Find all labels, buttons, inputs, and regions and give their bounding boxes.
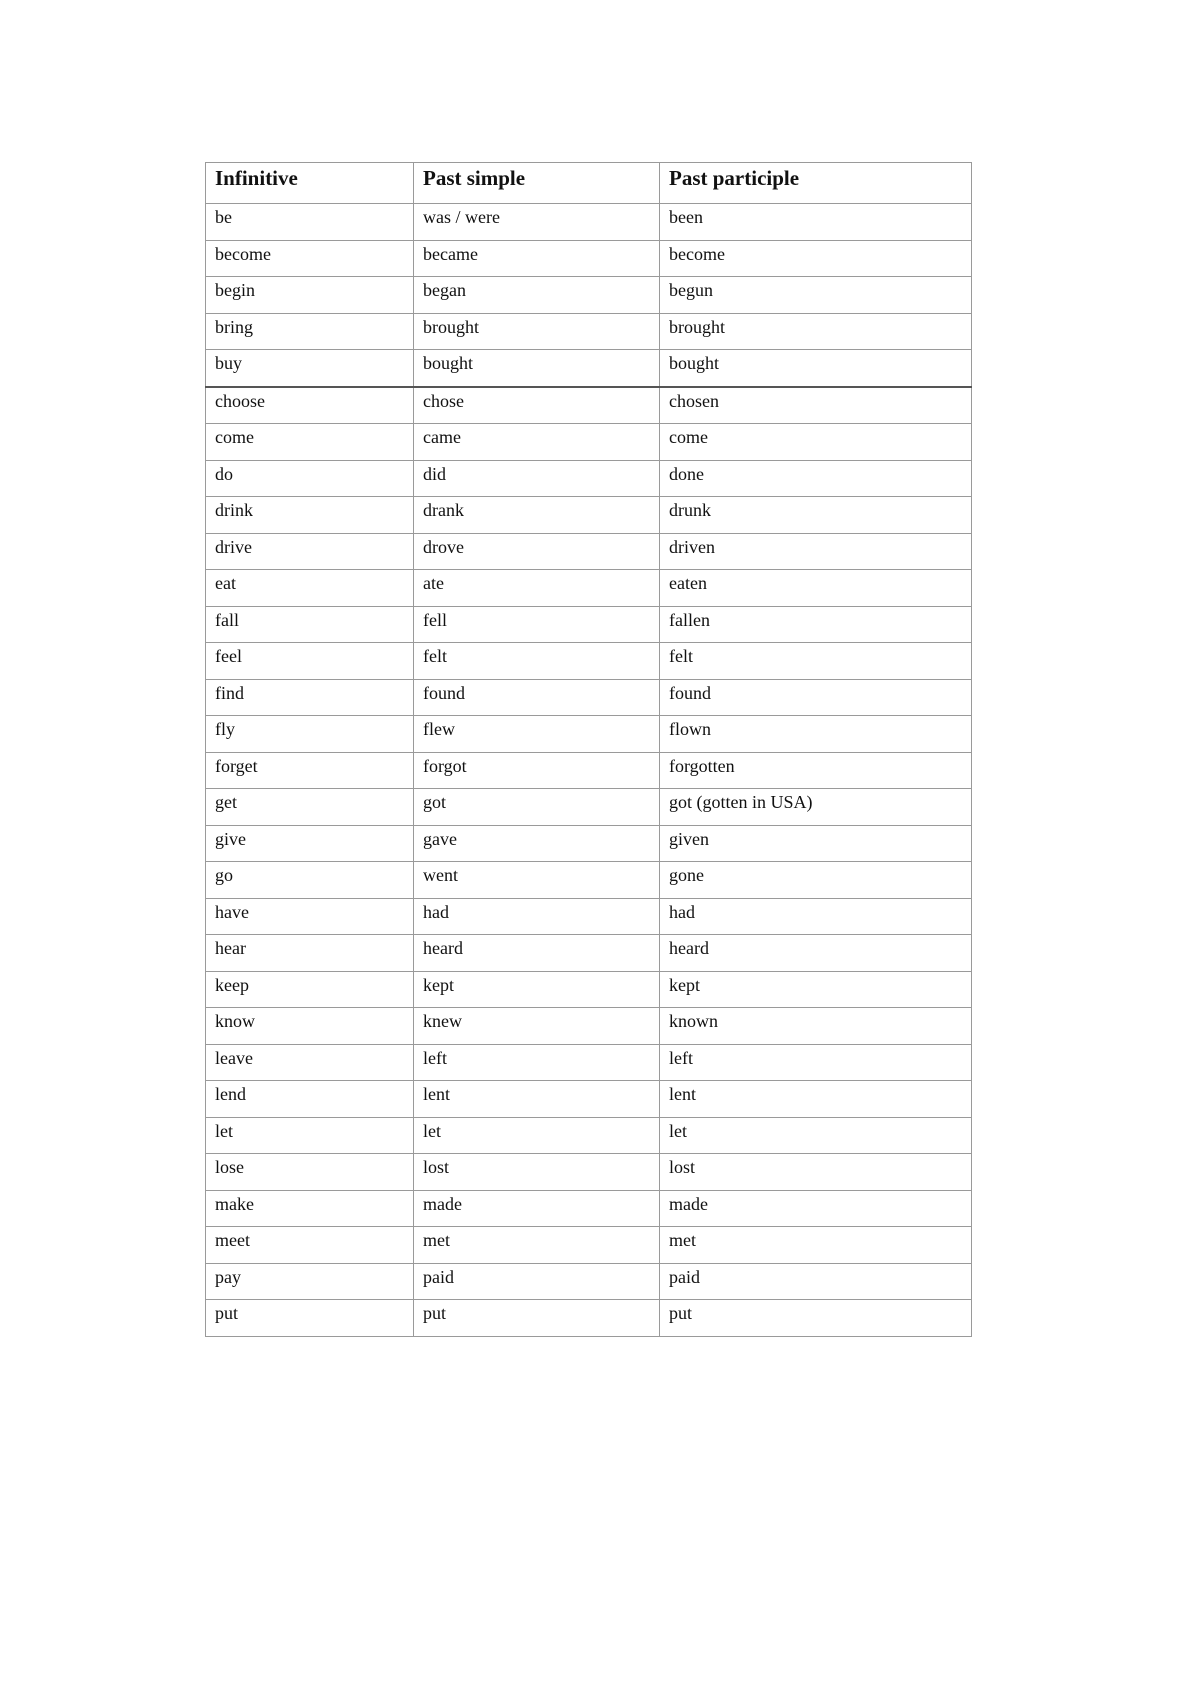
cell-past-simple: put [414, 1300, 660, 1337]
cell-past-participle: been [660, 204, 972, 241]
cell-infinitive: buy [206, 350, 414, 387]
cell-past-simple: got [414, 789, 660, 826]
cell-past-simple: had [414, 898, 660, 935]
cell-infinitive: lend [206, 1081, 414, 1118]
table-row [206, 1117, 972, 1154]
cell-infinitive: drive [206, 533, 414, 570]
cell-past-participle: come [660, 424, 972, 461]
table-row [206, 497, 972, 534]
table-row [206, 789, 972, 826]
cell-infinitive: have [206, 898, 414, 935]
cell-infinitive: bring [206, 313, 414, 350]
cell-past-participle: become [660, 240, 972, 277]
cell-infinitive: lose [206, 1154, 414, 1191]
table-row [206, 752, 972, 789]
table-row [206, 643, 972, 680]
cell-infinitive: make [206, 1190, 414, 1227]
table-row [206, 1227, 972, 1264]
cell-infinitive: get [206, 789, 414, 826]
cell-past-simple: heard [414, 935, 660, 972]
cell-past-participle: gone [660, 862, 972, 899]
cell-past-participle: flown [660, 716, 972, 753]
cell-infinitive: give [206, 825, 414, 862]
header-past-participle: Past participle [660, 163, 972, 204]
table-row [206, 1154, 972, 1191]
cell-past-simple: bought [414, 350, 660, 387]
cell-past-simple: gave [414, 825, 660, 862]
table-row [206, 1044, 972, 1081]
table-row [206, 971, 972, 1008]
cell-past-participle: paid [660, 1263, 972, 1300]
cell-past-simple: made [414, 1190, 660, 1227]
cell-past-participle: kept [660, 971, 972, 1008]
cell-past-simple: did [414, 460, 660, 497]
cell-infinitive: become [206, 240, 414, 277]
cell-infinitive: know [206, 1008, 414, 1045]
cell-past-simple: went [414, 862, 660, 899]
table-row [206, 1008, 972, 1045]
cell-past-participle: lent [660, 1081, 972, 1118]
cell-past-simple: met [414, 1227, 660, 1264]
table-row [206, 1081, 972, 1118]
table-row [206, 1300, 972, 1337]
cell-past-simple: began [414, 277, 660, 314]
table-row [206, 825, 972, 862]
cell-past-simple: was / were [414, 204, 660, 241]
table-row [206, 862, 972, 899]
table-row [206, 350, 972, 387]
table-header [206, 163, 972, 204]
table-row [206, 533, 972, 570]
cell-past-participle: made [660, 1190, 972, 1227]
cell-past-simple: flew [414, 716, 660, 753]
header-row [206, 163, 972, 204]
table-row [206, 424, 972, 461]
cell-past-participle: forgotten [660, 752, 972, 789]
cell-past-simple: came [414, 424, 660, 461]
cell-past-simple: let [414, 1117, 660, 1154]
cell-past-participle: known [660, 1008, 972, 1045]
cell-infinitive: feel [206, 643, 414, 680]
cell-infinitive: drink [206, 497, 414, 534]
cell-past-participle: given [660, 825, 972, 862]
cell-infinitive: fall [206, 606, 414, 643]
cell-infinitive: put [206, 1300, 414, 1337]
table-row [206, 204, 972, 241]
cell-infinitive: pay [206, 1263, 414, 1300]
cell-past-simple: found [414, 679, 660, 716]
table-row [206, 460, 972, 497]
table-row [206, 679, 972, 716]
cell-past-simple: chose [414, 387, 660, 424]
cell-past-participle: put [660, 1300, 972, 1337]
header-infinitive: Infinitive [206, 163, 414, 204]
table-row [206, 313, 972, 350]
cell-past-participle: left [660, 1044, 972, 1081]
cell-past-simple: knew [414, 1008, 660, 1045]
cell-infinitive: do [206, 460, 414, 497]
cell-past-participle: let [660, 1117, 972, 1154]
cell-infinitive: choose [206, 387, 414, 424]
cell-past-participle: felt [660, 643, 972, 680]
cell-past-simple: lost [414, 1154, 660, 1191]
cell-infinitive: eat [206, 570, 414, 607]
cell-past-participle: met [660, 1227, 972, 1264]
cell-past-participle: begun [660, 277, 972, 314]
cell-past-simple: paid [414, 1263, 660, 1300]
table-row [206, 606, 972, 643]
cell-past-participle: got (gotten in USA) [660, 789, 972, 826]
cell-past-participle: bought [660, 350, 972, 387]
cell-infinitive: begin [206, 277, 414, 314]
cell-past-participle: had [660, 898, 972, 935]
cell-past-participle: drunk [660, 497, 972, 534]
table-row [206, 570, 972, 607]
cell-infinitive: fly [206, 716, 414, 753]
cell-past-simple: ate [414, 570, 660, 607]
cell-past-participle: driven [660, 533, 972, 570]
table-row [206, 240, 972, 277]
table-row [206, 1190, 972, 1227]
cell-past-simple: left [414, 1044, 660, 1081]
cell-infinitive: keep [206, 971, 414, 1008]
cell-past-simple: forgot [414, 752, 660, 789]
table-row [206, 277, 972, 314]
header-past-simple: Past simple [414, 163, 660, 204]
cell-past-participle: brought [660, 313, 972, 350]
table-row [206, 935, 972, 972]
table-row [206, 716, 972, 753]
cell-past-participle: found [660, 679, 972, 716]
cell-past-simple: drove [414, 533, 660, 570]
cell-infinitive: let [206, 1117, 414, 1154]
cell-past-participle: eaten [660, 570, 972, 607]
cell-infinitive: leave [206, 1044, 414, 1081]
cell-past-participle: heard [660, 935, 972, 972]
cell-past-participle: chosen [660, 387, 972, 424]
cell-infinitive: go [206, 862, 414, 899]
cell-infinitive: forget [206, 752, 414, 789]
irregular-verbs-table [205, 162, 972, 1337]
cell-past-participle: done [660, 460, 972, 497]
table-body [206, 204, 972, 1337]
cell-infinitive: come [206, 424, 414, 461]
table-row [206, 1263, 972, 1300]
cell-infinitive: be [206, 204, 414, 241]
cell-past-simple: lent [414, 1081, 660, 1118]
cell-past-simple: fell [414, 606, 660, 643]
table-row [206, 898, 972, 935]
cell-infinitive: hear [206, 935, 414, 972]
table-row [206, 387, 972, 424]
cell-past-simple: became [414, 240, 660, 277]
cell-past-participle: fallen [660, 606, 972, 643]
cell-infinitive: find [206, 679, 414, 716]
cell-past-simple: felt [414, 643, 660, 680]
cell-past-participle: lost [660, 1154, 972, 1191]
cell-past-simple: brought [414, 313, 660, 350]
cell-past-simple: kept [414, 971, 660, 1008]
cell-past-simple: drank [414, 497, 660, 534]
cell-infinitive: meet [206, 1227, 414, 1264]
